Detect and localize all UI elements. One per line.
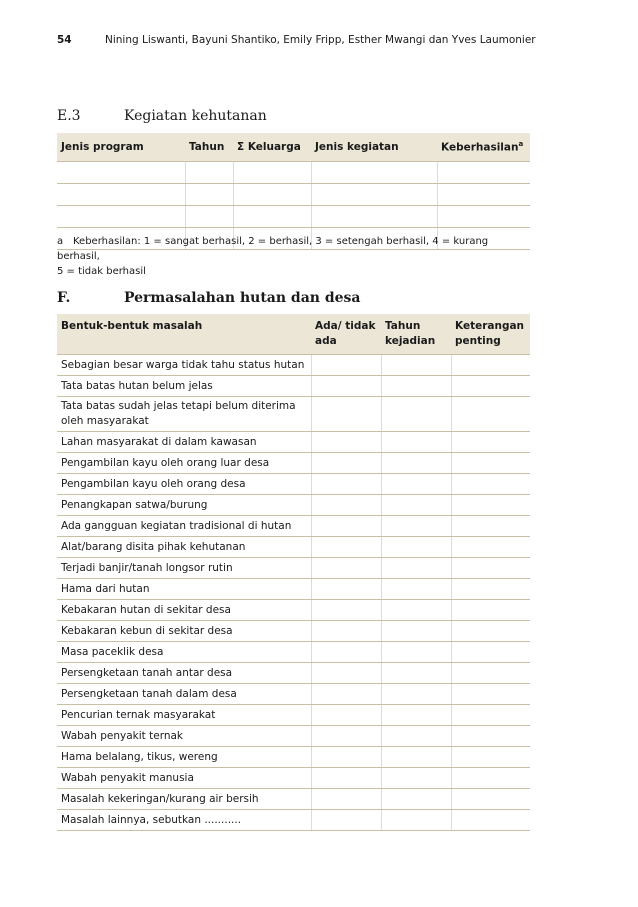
empty-cell	[233, 206, 311, 228]
table-row	[57, 663, 530, 684]
empty-cell	[451, 558, 530, 579]
empty-cell	[311, 684, 381, 705]
footnote-marker: a	[57, 236, 64, 247]
empty-cell	[451, 474, 530, 495]
empty-cell	[381, 537, 451, 558]
table-row	[57, 184, 530, 206]
empty-cell	[311, 600, 381, 621]
col-header	[437, 133, 530, 162]
empty-cell	[311, 432, 381, 453]
empty-cell	[381, 355, 451, 376]
table-row	[57, 162, 530, 184]
problem-label: Masalah lainnya, sebutkan ...........	[57, 810, 311, 831]
table-row	[57, 355, 530, 376]
empty-cell	[57, 184, 185, 206]
forestry-activities-table	[57, 133, 530, 250]
empty-cell	[311, 516, 381, 537]
empty-cell	[437, 184, 530, 206]
problem-label: Terjadi banjir/tanah longsor rutin	[57, 558, 311, 579]
table-row	[57, 516, 530, 537]
col-header: Bentuk-bentuk masalah	[61, 320, 203, 332]
problem-label: Sebagian besar warga tidak tahu status hutan	[57, 355, 311, 376]
empty-cell	[437, 162, 530, 184]
empty-cell	[311, 495, 381, 516]
empty-cell	[381, 663, 451, 684]
col-header: Tahun	[189, 141, 225, 153]
footnote-text-cont: 5 = tidak berhasil	[57, 266, 146, 277]
empty-cell	[381, 768, 451, 789]
empty-cell	[311, 726, 381, 747]
col-header: Tahun kejadian	[385, 320, 436, 347]
problem-label: Wabah penyakit manusia	[57, 768, 311, 789]
footnote-superscript: a	[518, 140, 524, 149]
empty-cell	[451, 453, 530, 474]
empty-cell	[381, 558, 451, 579]
table-row	[57, 810, 530, 831]
problem-label: Alat/barang disita pihak kehutanan	[57, 537, 311, 558]
empty-cell	[451, 768, 530, 789]
empty-cell	[381, 684, 451, 705]
empty-cell	[451, 663, 530, 684]
col-header: Keterangan penting	[455, 320, 525, 347]
col-header: Σ Keluarga	[237, 141, 301, 153]
table-footnote	[57, 234, 527, 279]
forest-village-problems-table	[57, 314, 530, 831]
problem-label: Penangkapan satwa/burung	[57, 495, 311, 516]
table-row	[57, 621, 530, 642]
problem-label: Ada gangguan kegiatan tradisional di hutan	[57, 516, 311, 537]
section-number: F.	[57, 290, 71, 306]
table-header-row	[57, 133, 530, 162]
empty-cell	[233, 184, 311, 206]
empty-cell	[451, 705, 530, 726]
problem-label: Hama belalang, tikus, wereng	[57, 747, 311, 768]
empty-cell	[381, 642, 451, 663]
empty-cell	[451, 432, 530, 453]
col-header: Jenis program	[61, 141, 144, 153]
section-title: Permasalahan hutan dan desa	[124, 290, 361, 306]
empty-cell	[451, 726, 530, 747]
section-number: E.3	[57, 108, 81, 124]
section-title: Kegiatan kehutanan	[124, 108, 267, 124]
problem-label: Masalah kekeringan/kurang air bersih	[57, 789, 311, 810]
empty-cell	[381, 495, 451, 516]
header-authors: Nining Liswanti, Bayuni Shantiko, Emily Fripp, Esther Mwangi dan Yves Laumonier	[105, 34, 536, 46]
table-row	[57, 397, 530, 432]
problem-label: Hama dari hutan	[57, 579, 311, 600]
empty-cell	[311, 558, 381, 579]
problem-label: Kebakaran kebun di sekitar desa	[57, 621, 311, 642]
table-row	[57, 558, 530, 579]
col-header: Ada/ tidak ada	[315, 320, 376, 347]
empty-cell	[381, 579, 451, 600]
empty-cell	[381, 516, 451, 537]
empty-cell	[381, 474, 451, 495]
empty-cell	[311, 474, 381, 495]
col-header-text: Keberhasilan	[441, 141, 519, 154]
problem-label: Pengambilan kayu oleh orang desa	[57, 474, 311, 495]
empty-cell	[451, 600, 530, 621]
empty-cell	[381, 453, 451, 474]
table-header-row	[57, 314, 530, 355]
empty-cell	[451, 376, 530, 397]
empty-cell	[311, 642, 381, 663]
empty-cell	[311, 621, 381, 642]
empty-cell	[451, 621, 530, 642]
problem-label: Tata batas hutan belum jelas	[57, 376, 311, 397]
table-row	[57, 579, 530, 600]
empty-cell	[311, 397, 381, 432]
section-f-heading	[57, 290, 360, 306]
table-row	[57, 642, 530, 663]
empty-cell	[451, 789, 530, 810]
table-row	[57, 474, 530, 495]
empty-cell	[381, 810, 451, 831]
empty-cell	[311, 162, 437, 184]
page-number: 54	[57, 34, 72, 46]
empty-cell	[233, 162, 311, 184]
empty-cell	[381, 726, 451, 747]
empty-cell	[311, 789, 381, 810]
empty-cell	[311, 355, 381, 376]
empty-cell	[311, 579, 381, 600]
table-row	[57, 789, 530, 810]
empty-cell	[57, 206, 185, 228]
empty-cell	[185, 184, 233, 206]
empty-cell	[311, 184, 437, 206]
empty-cell	[451, 516, 530, 537]
table-row	[57, 453, 530, 474]
empty-cell	[451, 684, 530, 705]
problem-label: Wabah penyakit ternak	[57, 726, 311, 747]
empty-cell	[311, 206, 437, 228]
empty-cell	[311, 768, 381, 789]
problem-label: Pengambilan kayu oleh orang luar desa	[57, 453, 311, 474]
empty-cell	[311, 376, 381, 397]
empty-cell	[311, 810, 381, 831]
empty-cell	[185, 162, 233, 184]
empty-cell	[57, 162, 185, 184]
problem-label: Kebakaran hutan di sekitar desa	[57, 600, 311, 621]
empty-cell	[381, 621, 451, 642]
table-row	[57, 495, 530, 516]
empty-cell	[451, 642, 530, 663]
empty-cell	[451, 579, 530, 600]
empty-cell	[381, 747, 451, 768]
table-row	[57, 537, 530, 558]
table-row	[57, 747, 530, 768]
problem-label: Masa paceklik desa	[57, 642, 311, 663]
table-row	[57, 768, 530, 789]
table-row	[57, 206, 530, 228]
empty-cell	[451, 810, 530, 831]
empty-cell	[381, 432, 451, 453]
empty-cell	[451, 747, 530, 768]
col-header: Jenis kegiatan	[315, 141, 399, 153]
running-header	[57, 34, 598, 46]
empty-cell	[311, 537, 381, 558]
table-row	[57, 432, 530, 453]
table-row	[57, 726, 530, 747]
empty-cell	[451, 495, 530, 516]
table-row	[57, 600, 530, 621]
problem-label: Persengketaan tanah antar desa	[57, 663, 311, 684]
empty-cell	[311, 747, 381, 768]
table-row	[57, 684, 530, 705]
empty-cell	[437, 206, 530, 228]
problem-label: Lahan masyarakat di dalam kawasan	[57, 432, 311, 453]
empty-cell	[381, 789, 451, 810]
empty-cell	[311, 663, 381, 684]
section-e3-heading	[57, 108, 267, 124]
empty-cell	[311, 705, 381, 726]
empty-cell	[311, 453, 381, 474]
problem-label: Persengketaan tanah dalam desa	[57, 684, 311, 705]
empty-cell	[451, 537, 530, 558]
empty-cell	[381, 397, 451, 432]
problem-label: Pencurian ternak masyarakat	[57, 705, 311, 726]
empty-cell	[381, 600, 451, 621]
empty-cell	[185, 206, 233, 228]
table-row	[57, 705, 530, 726]
empty-cell	[451, 397, 530, 432]
problem-label: Tata batas sudah jelas tetapi belum diterima oleh masyarakat	[57, 397, 311, 432]
empty-cell	[381, 376, 451, 397]
empty-cell	[381, 705, 451, 726]
table-row	[57, 376, 530, 397]
footnote-text: Keberhasilan: 1 = sangat berhasil, 2 = berhasil, 3 = setengah berhasil, 4 = kurang berhasil,	[57, 236, 489, 262]
empty-cell	[451, 355, 530, 376]
